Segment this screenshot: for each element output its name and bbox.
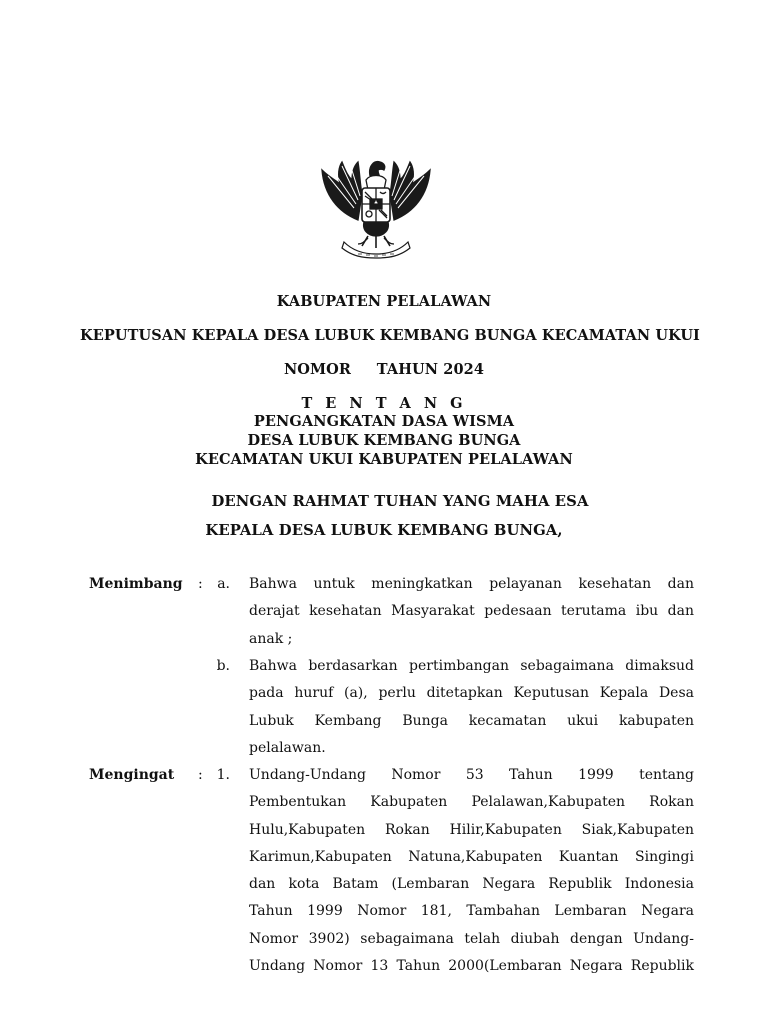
menimbang-item-b-marker: b.: [216, 658, 230, 674]
menimbang-label: Menimbang: [89, 576, 183, 592]
mengingat-item-1-marker: 1.: [216, 767, 230, 783]
subject-line-3: KECAMATAN UKUI KABUPATEN PELALAWAN: [195, 451, 573, 468]
menimbang-item-b-text: [249, 653, 694, 762]
text-line: dan kota Batam (Lembaran Negara Republik Indonesia: [249, 876, 694, 893]
menimbang-item-a-text: [249, 571, 694, 653]
text-line: pada huruf (a), perlu ditetapkan Keputusan Kepala Desa: [249, 685, 694, 702]
text-line: Lubuk Kembang Bunga kecamatan ukui kabupaten: [249, 712, 694, 729]
mengingat-item-1-text: [249, 762, 694, 980]
text-line: Tahun 1999 Nomor 181, Tambahan Lembaran Negara: [249, 903, 694, 920]
decree-number-text: NOMOR TAHUN 2024: [283, 361, 485, 378]
subject-line-2: DESA LUBUK KEMBANG BUNGA: [247, 432, 521, 449]
garuda-emblem-icon: [318, 150, 434, 266]
text-line: Bahwa untuk meningkatkan pelayanan kesehatan dan: [249, 576, 694, 592]
text-line: Undang-Undang Nomor 53 Tahun 1999 tentang: [249, 767, 694, 783]
regency-heading: KABUPATEN PELALAWAN: [276, 293, 492, 310]
about-label: T E N T A N G: [301, 395, 467, 412]
text-line: derajat kesehatan Masyarakat pedesaan terutama ibu dan: [249, 603, 694, 620]
mengingat-colon: :: [198, 767, 203, 783]
subject-line-1: PENGANGKATAN DASA WISMA: [253, 413, 515, 430]
menimbang-colon: :: [198, 576, 203, 592]
text-line: Bahwa berdasarkan pertimbangan sebagaimana dimaksud: [249, 658, 694, 674]
text-line: Hulu,Kabupaten Rokan Hilir,Kabupaten Siak,Kabupaten: [249, 821, 694, 838]
decree-number: [0, 360, 768, 379]
text-line: Karimun,Kabupaten Natuna,Kabupaten Kuantan Singingi: [249, 848, 694, 865]
text-line: Pembentukan Kabupaten Pelalawan,Kabupaten Rokan: [249, 794, 694, 811]
text-line: Nomor 3902) sebagaimana telah diubah dengan Undang-: [249, 930, 694, 947]
text-line: anak ;: [249, 630, 293, 647]
decree-title: KEPUTUSAN KEPALA DESA LUBUK KEMBANG BUNGA KECAMATAN UKUI: [80, 327, 700, 344]
issuer-line: KEPALA DESA LUBUK KEMBANG BUNGA,: [205, 522, 563, 539]
text-line: Undang Nomor 13 Tahun 2000(Lembaran Negara Republik: [249, 958, 694, 975]
blessing-line: DENGAN RAHMAT TUHAN YANG MAHA ESA: [211, 493, 589, 510]
mengingat-label: Mengingat: [89, 767, 175, 783]
text-line: pelalawan.: [249, 739, 326, 756]
menimbang-item-a-marker: a.: [217, 576, 230, 592]
